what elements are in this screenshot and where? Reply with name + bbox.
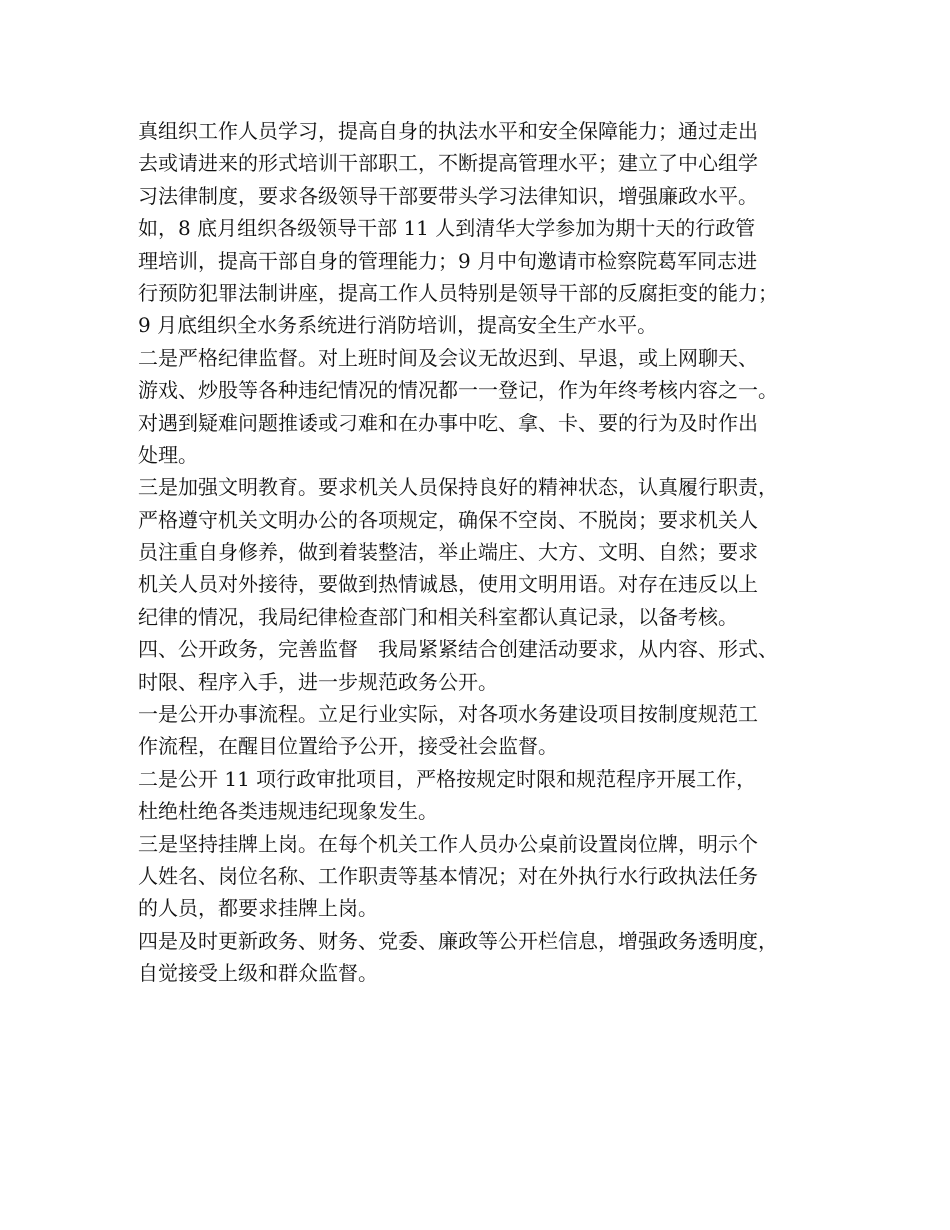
text-line: 二是严格纪律监督。对上班时间及会议无故迟到、早退，或上网聊天、 [138, 345, 758, 370]
text-line: 处理。 [138, 442, 198, 467]
text-line: 9 月底组织全水务系统进行消防培训，提高安全生产水平。 [138, 313, 658, 338]
text-line: 一是公开办事流程。立足行业实际，对各项水务建设项目按制度规范工 [138, 702, 758, 727]
text-line: 员注重自身修养，做到着装整洁，举止端庄、大方、文明、自然；要求 [138, 540, 758, 565]
text-line: 时限、程序入手，进一步规范政务公开。 [138, 669, 498, 694]
text-line: 人姓名、岗位名称、工作职责等基本情况；对在外执行水行政执法任务 [138, 863, 758, 888]
text-line: 自觉接受上级和群众监督。 [138, 961, 378, 986]
text-line: 理培训，提高干部自身的管理能力；9 月中旬邀请市检察院葛军同志进 [138, 248, 758, 273]
text-line: 杜绝杜绝各类违规违纪现象发生。 [138, 799, 438, 824]
text-line: 二是公开 11 项行政审批项目，严格按规定时限和规范程序开展工作， [138, 766, 757, 791]
text-line: 三是加强文明教育。要求机关人员保持良好的精神状态，认真履行职责， [138, 475, 778, 500]
text-line: 游戏、炒股等各种违纪情况的情况都一一登记，作为年终考核内容之一。 [138, 378, 778, 403]
text-line: 作流程，在醒目位置给予公开，接受社会监督。 [138, 734, 558, 759]
text-line: 三是坚持挂牌上岗。在每个机关工作人员办公桌前设置岗位牌，明示个 [138, 831, 758, 856]
text-line: 纪律的情况，我局纪律检查部门和相关科室都认真记录，以备考核。 [138, 604, 738, 629]
text-line: 对遇到疑难问题推诿或刁难和在办事中吃、拿、卡、要的行为及时作出 [138, 410, 758, 435]
text-line: 习法律制度，要求各级领导干部要带头学习法律知识，增强廉政水平。 [138, 183, 758, 208]
text-line: 四是及时更新政务、财务、党委、廉政等公开栏信息，增强政务透明度， [138, 928, 778, 953]
text-line: 真组织工作人员学习，提高自身的执法水平和安全保障能力；通过走出 [138, 119, 758, 143]
text-line: 行预防犯罪法制讲座，提高工作人员特别是领导干部的反腐拒变的能力； [138, 280, 778, 305]
text-line: 四、公开政务，完善监督 我局紧紧结合创建活动要求，从内容、形式、 [138, 637, 778, 662]
text-line: 去或请进来的形式培训干部职工，不断提高管理水平；建立了中心组学 [138, 151, 758, 176]
text-line: 的人员，都要求挂牌上岗。 [138, 896, 378, 921]
text-line: 机关人员对外接待，要做到热情诚恳，使用文明用语。对存在违反以上 [138, 572, 758, 597]
document-page [138, 115, 838, 990]
text-line: 如，8 底月组织各级领导干部 11 人到清华大学参加为期十天的行政管 [138, 216, 756, 241]
text-line: 严格遵守机关文明办公的各项规定，确保不空岗、不脱岗；要求机关人 [138, 507, 758, 532]
